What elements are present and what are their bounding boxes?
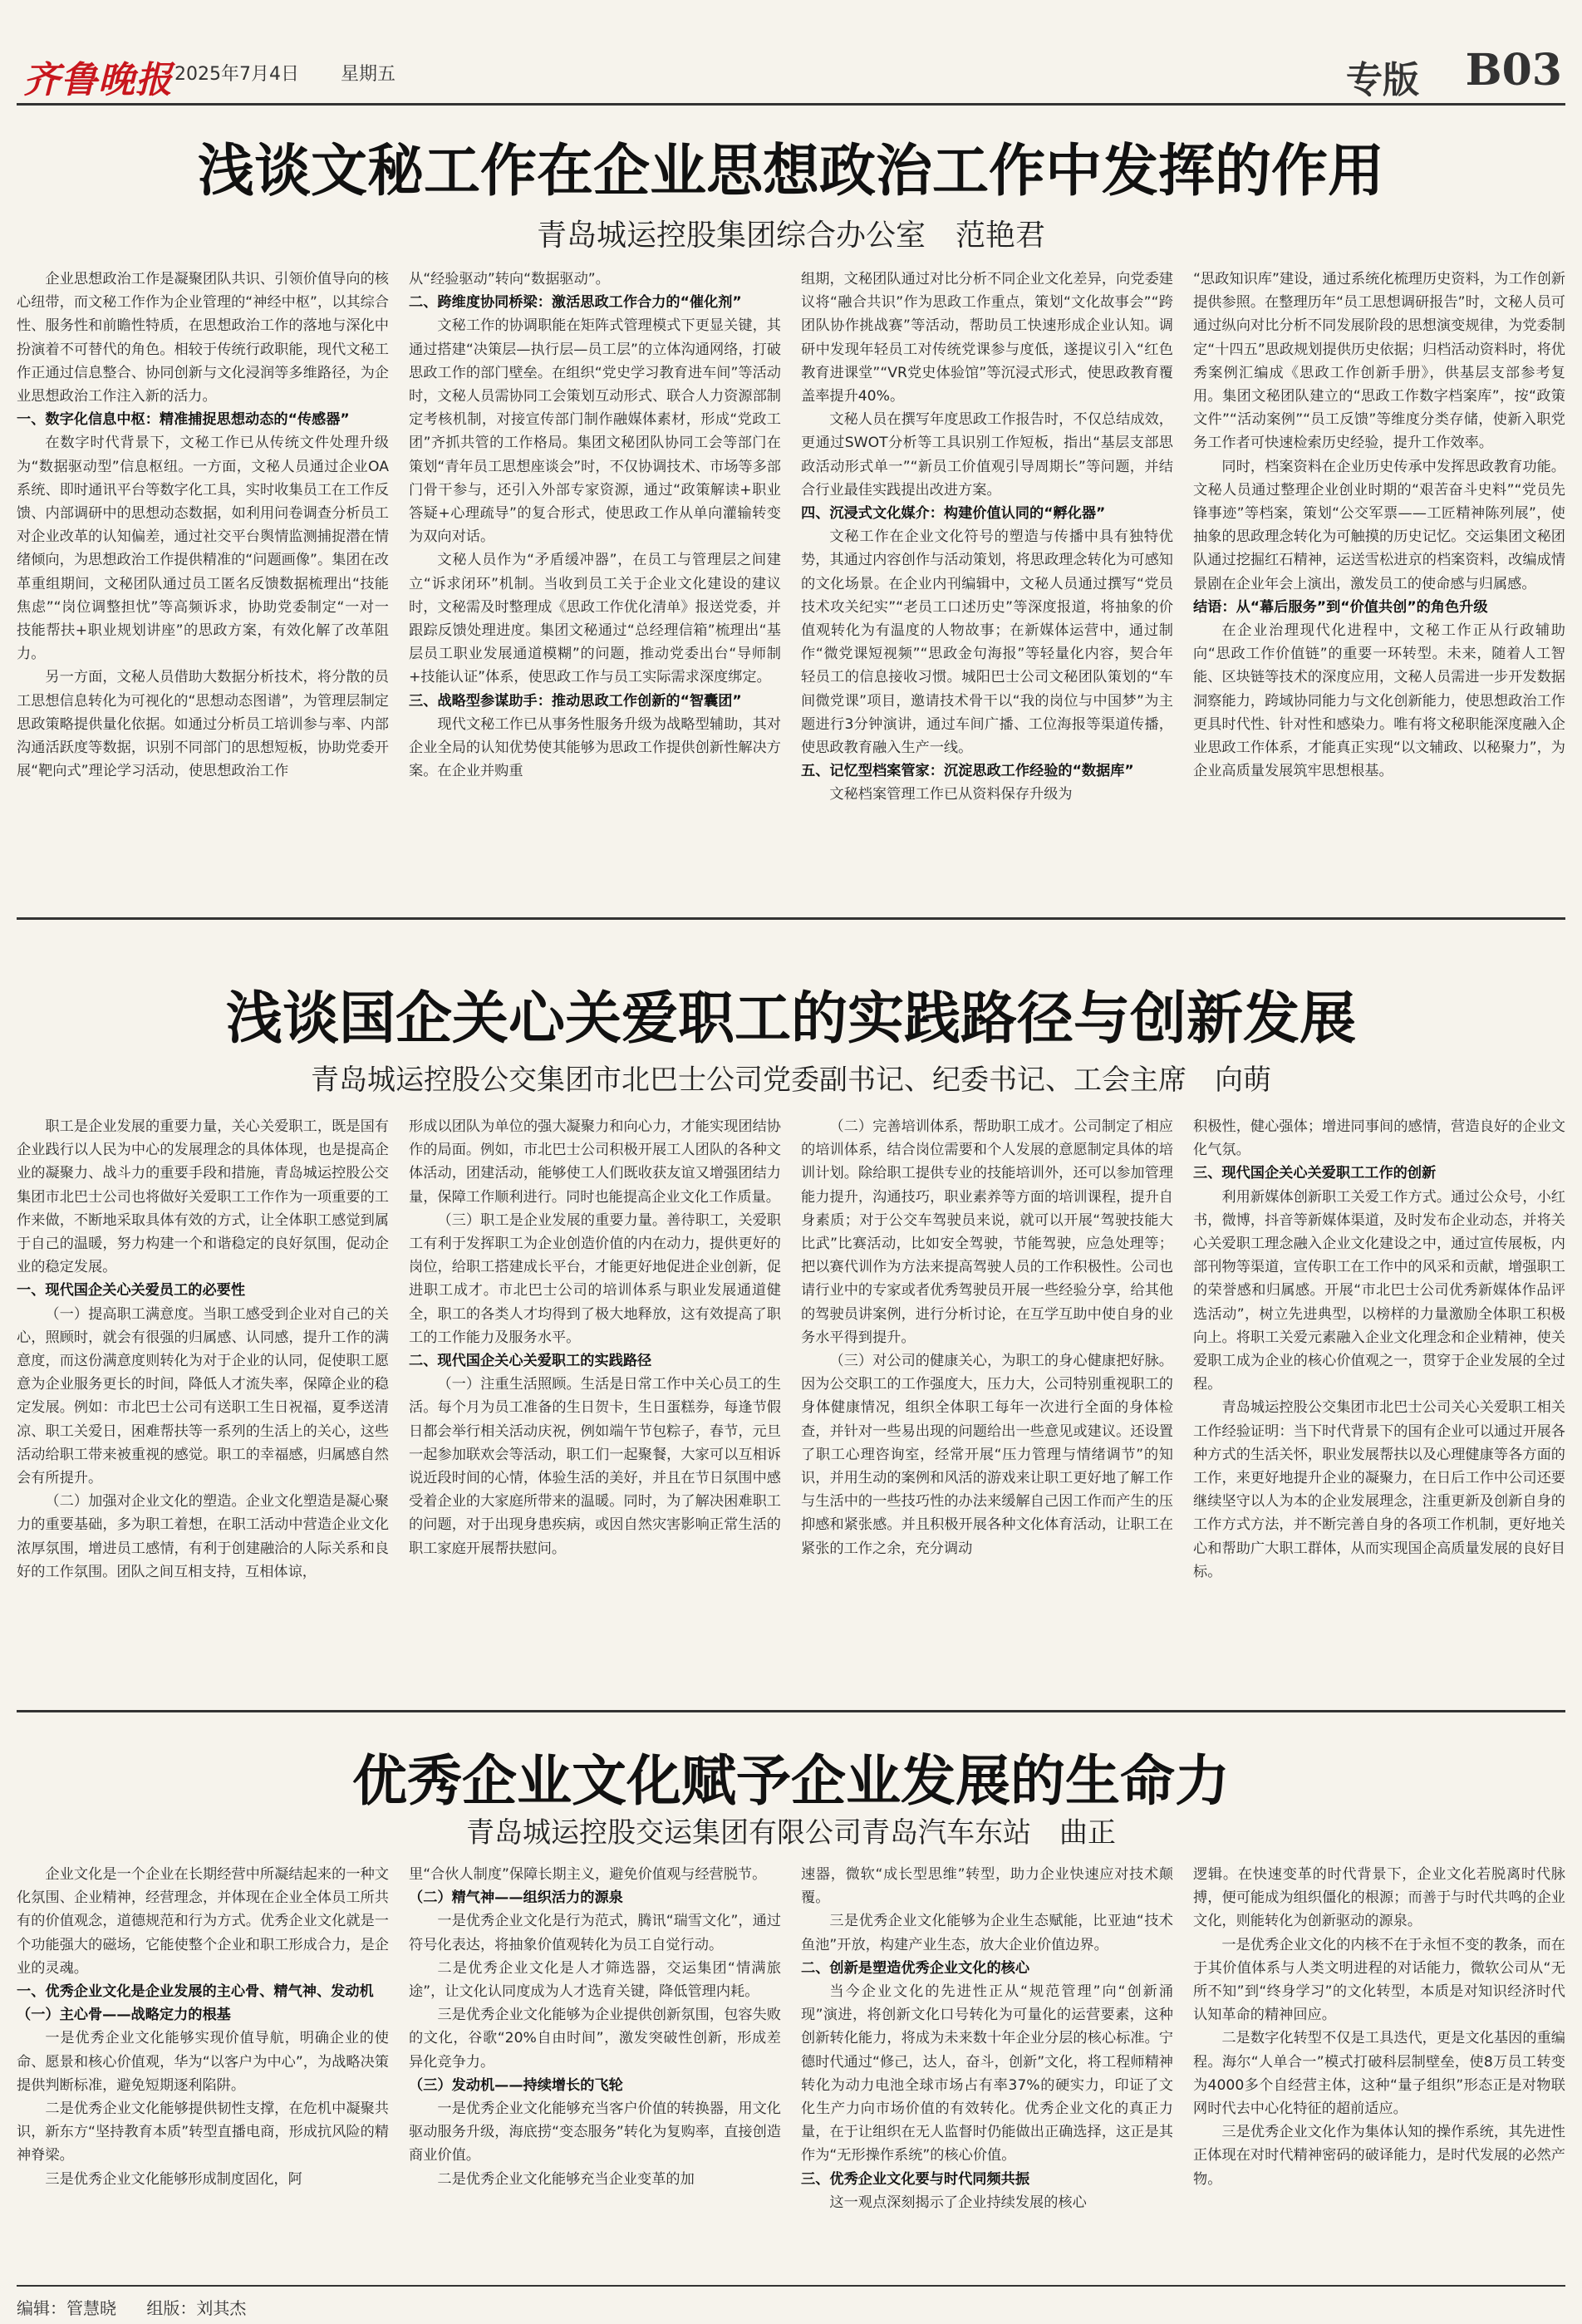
paragraph: 现代文秘工作已从事务性服务升级为战略型辅助，其对企业全局的认知优势使其能够为思政工作提供创新性解决方案。在企业并购重 bbox=[409, 715, 781, 780]
footer bbox=[17, 2295, 271, 2319]
section-heading: （一）主心骨——战略定力的根基 bbox=[17, 2007, 231, 2024]
section-label: 专版 bbox=[1346, 59, 1419, 101]
page-number: B03 bbox=[1465, 45, 1562, 96]
section-heading: 二、现代国企关心关爱职工的实践路径 bbox=[409, 1353, 652, 1370]
paragraph: 二是优秀企业文化能够充当企业变革的加 bbox=[437, 2170, 695, 2188]
paragraph: （一）注重生活照顾。生活是日常工作中关心员工的生活。每个月为员工准备的生日贺卡，生日蛋糕券，每逢节假日都会举行相关活动庆祝，例如端午节包粽子，春节，元旦一起参加联欢会等活动，职工们一起聚餐，大家可以互相诉说近段时间的心情，体验生活的美好，并且在节日氛围中感受着企业的大家庭所带来的温暖。同时，为了解决困难职工的问题，对于出现身患疾病，或因自然灾害影响正常生活的职工家庭开展帮扶慰问。 bbox=[409, 1376, 781, 1557]
article-3-byline: 青岛城运控股交运集团有限公司青岛汽车东站 曲正 bbox=[466, 1816, 1116, 1850]
paragraph: 一是优秀企业文化是行为范式，腾讯“瑞雪文化”，通过符号化表达，将抽象价值观转化为员工自觉行动。 bbox=[409, 1913, 781, 1953]
paragraph: “思政知识库”建设，通过系统化梳理历史资料，为工作创新提供参照。在整理历年“员工思想调研报告”时，文秘人员可通过纵向对比分析不同发展阶段的思想演变规律，为党委制定“十四五”思政规划提供历史依据；归档活动资料时，将优秀案例汇编成《思政工作创新手册》，供基层支部参考复用。集团文秘团队建立的“思政工作数字档案库”，按“政策文件”“活动案例”“员工反馈”等维度分类存储，使新入职党务工作者可快速检索历史经验，提升工作效率。 bbox=[1193, 271, 1565, 452]
paragraph: （二）完善培训体系，帮助职工成才。公司制定了相应的培训体系，结合岗位需要和个人发展的意愿制定具体的培训计划。除给职工提供专业的技能培训外，还可以参加管理能力提升，沟通技巧，职业素养等方面的培训课程，提升自身素质；对于公交车驾驶员来说，就可以开展“驾驶技能大比武”比赛活动，比如安全驾驶，节能驾驶，应急处理等；把以赛代训作为方法来提高驾驶人员的工作积极性。公司也请行业中的专家或者优秀驾驶员开展一些经验分享，给其他的驾驶员讲案例，进行分析讨论，在互学互助中使自身的业务水平得到提升。 bbox=[801, 1118, 1173, 1346]
article-1-column bbox=[409, 268, 781, 907]
designer-credit: 组版：刘其杰 bbox=[146, 2298, 247, 2318]
paragraph: 职工是企业发展的重要力量，关心关爱职工，既是国有企业践行以人民为中心的发展理念的具体体现，也是提高企业的凝聚力、战斗力的重要手段和措施，青岛城运控股公交集团市北巴士公司也将做好关爱职工工作作为一项重要的工作来做，不断地采取具体有效的方式，让全体职工感觉到属于自己的温暖，努力构建一个和谐稳定的良好氛围，促动企业的稳定发展。 bbox=[17, 1118, 389, 1276]
paragraph: 文秘人员作为“矛盾缓冲器”，在员工与管理层之间建立“诉求闭环”机制。当收到员工关于企业文化建设的建议时，文秘需及时整理成《思政工作优化清单》报送党委，并跟踪反馈处理进度。集团文秘通过“总经理信箱”梳理出“基层员工职业发展通道模糊”的问题，推动党委出台“导师制+技能认证”体系，使思政工作与员工实际需求深度绑定。 bbox=[409, 552, 781, 686]
section-heading: （二）精气神——组织活力的源泉 bbox=[409, 1889, 623, 1907]
paragraph: 积极性，健心强体；增进同事间的感情，营造良好的企业文化气氛。 bbox=[1193, 1118, 1565, 1159]
section-heading: （三）发动机——持续增长的飞轮 bbox=[409, 2076, 623, 2094]
section-heading: 一、现代国企关心关爱员工的必要性 bbox=[17, 1282, 246, 1300]
paragraph: 速器，微软“成长型思维”转型，助力企业快速应对技术颠覆。 bbox=[801, 1866, 1173, 1907]
editor-credit: 编辑：管慧晓 bbox=[17, 2298, 116, 2318]
paragraph: 文秘工作的协调职能在矩阵式管理模式下更显关键，其通过搭建“决策层—执行层—员工层”的立体沟通网络，打破思政工作的部门壁垒。在组织“党史学习教育进车间”等活动时，文秘人员需协同工会策划互动形式、联合人力资源部制定考核机制，对接宣传部门制作融媒体素材，形成“党政工团”齐抓共管的工作格局。集团文秘团队协同工会等部门在策划“青年员工思想座谈会”时，不仅协调技术、市场等多部门骨干参与，还引入外部专家资源，通过“政策解读+职业答疑+心理疏导”的复合形式，使思政工作从单向灌输转变为双向对话。 bbox=[409, 317, 781, 546]
article-3-column bbox=[801, 1863, 1173, 2278]
section-heading: 二、创新是塑造优秀企业文化的核心 bbox=[801, 1959, 1030, 1977]
section-heading: 四、沉浸式文化媒介：构建价值认同的“孵化器” bbox=[801, 505, 1106, 523]
masthead bbox=[17, 33, 1565, 103]
header-rule bbox=[17, 103, 1565, 106]
paragraph: （三）职工是企业发展的重要力量。善待职工，关爱职工有利于发挥职工为企业创造价值的内在动力，提供更好的岗位，给职工搭建成长平台，才能更好地促进企业创新，促进职工成才。市北巴士公司的培训体系与职业发展通道健全，职工的各类人才均得到了极大地释放，这有效提高了职工的工作能力及服务水平。 bbox=[409, 1211, 781, 1346]
article-3-body bbox=[17, 1863, 1565, 2278]
article-1-column bbox=[17, 268, 389, 907]
paragraph: 同时，档案资料在企业历史传承中发挥思政教育功能。文秘人员通过整理企业创业时期的“艰苦奋斗史料”“党员先锋事迹”等档案，策划“公交军票——工匠精神陈列展”，使抽象的思政理念转化为可触摸的历史记忆。交运集团文秘团队通过挖掘红石精神，运送雪松进京的档案资料，改编成情景剧在企业年会上演出，激发员工的使命感与归属感。 bbox=[1193, 458, 1565, 592]
paragraph: 青岛城运控股公交集团市北巴士公司关心关爱职工相关工作经验证明：当下时代背景下的国有企业可以通过开展各种方式的生活关怀，职业发展帮扶以及心理健康等各方面的工作，来更好地提升企业的凝聚力，在日后工作中公司还要继续坚守以人为本的企业发展理念，注重更新及创新自身的工作方式方法，并不断完善自身的各项工作机制，更好地关心和帮助广大职工群体，从而实现国企高质量发展的良好目标。 bbox=[1193, 1399, 1565, 1580]
issue-weekday: 星期五 bbox=[341, 64, 396, 85]
paragraph: 文秘工作在企业文化符号的塑造与传播中具有独特优势，其通过内容创作与活动策划，将思政理念转化为可感知的文化场景。在企业内刊编辑中，文秘人员通过撰写“党员技术攻关纪实”“老员工口述历史”等深度报道，将抽象的价值观转化为有温度的人物故事；在新媒体运营中，通过制作“微党课短视频”“思政金句海报”等轻量化内容，契合年轻员工的信息接收习惯。城阳巴士公司文秘团队策划的“车间微党课”项目，邀请技术骨干以“我的岗位与中国梦”为主题进行3分钟演讲，通过车间广播、工位海报等渠道传播，使思政教育融入生产一线。 bbox=[801, 528, 1173, 757]
paragraph: （三）对公司的健康关心，为职工的身心健康把好脉。因为公交职工的工作强度大，压力大，公司特别重视职工的身体健康情况，组织全体职工每年一次进行全面的身体检查，并针对一些易出现的问题给出一些意见或建议。还设置了职工心理咨询室，经常开展“压力管理与情绪调节”的知识，并用生动的案例和风活的游戏来让职工更好地了解工作与生活中的一些技巧性的办法来缓解自己因工作而产生的压抑感和紧张感。并且积极开展各种文化体育活动，让职工在紧张的工作之余，充分调动 bbox=[801, 1353, 1173, 1557]
paragraph: 组期，文秘团队通过对比分析不同企业文化差异，向党委建议将“融合共识”作为思政工作重点，策划“文化故事会”“跨团队协作挑战赛”等活动，帮助员工快速形成企业认知。调研中发现年轻员工对传统党课参与度低，遂提议引入“红色教育进课堂”“VR党史体验馆”等沉浸式形式，使思政教育覆盖率提升40%。 bbox=[801, 271, 1173, 405]
article-2-title: 浅谈国企关心关爱职工的实践路径与创新发展 bbox=[225, 985, 1356, 1052]
paragraph: 文秘档案管理工作已从资料保存升级为 bbox=[829, 786, 1073, 803]
article-divider bbox=[17, 917, 1565, 920]
article-2-body bbox=[17, 1115, 1565, 1755]
article-2-column bbox=[409, 1115, 781, 1755]
article-1-body bbox=[17, 268, 1565, 907]
paragraph: 企业文化是一个企业在长期经营中所凝结起来的一种文化氛围、企业精神，经营理念，并体现在企业全体员工所共有的价值观念，道德规范和行为方式。优秀企业文化就是一个功能强大的磁场，它能使整个企业和职工形成合力，是企业的灵魂。 bbox=[17, 1866, 389, 1977]
paragraph: 在企业治理现代化进程中，文秘工作正从行政辅助向“思政工作价值链”的重要一环转型。未来，随着人工智能、区块链等技术的深度应用，文秘人员需进一步开发数据洞察能力，跨域协同能力与文化创新能力，使思想政治工作更具时代性、针对性和感染力。唯有将文秘职能深度融入企业思政工作体系，才能真正实现“以文辅政、以秘聚力”，为企业高质量发展筑牢思想根基。 bbox=[1193, 622, 1565, 780]
article-2-column bbox=[1193, 1115, 1565, 1755]
footer-rule bbox=[17, 2285, 1565, 2287]
article-2-column bbox=[801, 1115, 1173, 1755]
paragraph: 当今企业文化的先进性正从“规范管理”向“创新涌现”演进，将创新文化口号转化为可量化的运营要素，这种创新转化能力，将成为未来数十年企业分层的核心标准。宁德时代通过“修己，达人，奋斗，创新”文化，将工程师精神转化为动力电池全球市场占有率37%的硬实力，印证了文化生产力向市场价值的有效转化。优秀企业文化的真正力量，在于让组织在无人监督时仍能做出正确选择，这正是其作为“无形操作系统”的核心价值。 bbox=[801, 1983, 1173, 2164]
paragraph: 在数字时代背景下，文秘工作已从传统文件处理升级为“数据驱动型”信息枢纽。一方面，文秘人员通过企业OA系统、即时通讯平台等数字化工具，实时收集员工在工作反馈、内部调研中的思想动态数据，如利用问卷调查分析员工对企业改革的认知偏差，通过社交平台舆情监测捕捉潜在情绪倾向，为思想政治工作提供精准的“问题画像”。集团在改革重组期间，文秘团队通过员工匿名反馈数据梳理出“技能焦虑”“岗位调整担忧”等高频诉求，协助党委制定“一对一技能帮扶+职业规划讲座”的思政方案，有效化解了改革阻力。 bbox=[17, 435, 389, 663]
article-1-column bbox=[1193, 268, 1565, 907]
article-3-title: 优秀企业文化赋予企业发展的生命力 bbox=[352, 1748, 1230, 1813]
paragraph: 二是优秀企业文化是人才筛选器，交运集团“情满旅途”，让文化认同度成为人才选育关键，降低管理内耗。 bbox=[409, 1959, 781, 2001]
paragraph: （一）提高职工满意度。当职工感受到企业对自己的关心，照顾时，就会有很强的归属感、认同感，提升工作的满意度，而这份满意度则转化为对于企业的认同，促使职工愿意为企业服务更长的时间，降低人才流失率，保障企业的稳定发展。例如：市北巴士公司有送职工生日祝福，夏季送清凉、职工关爱日，困难帮扶等一系列的生活上的关心，这些活动给职工带来被重视的感觉。职工的幸福感，归属感自然会有所提升。 bbox=[17, 1305, 389, 1487]
article-3-column bbox=[1193, 1863, 1565, 2278]
article-divider bbox=[17, 1710, 1565, 1712]
section-heading: 二、跨维度协同桥梁：激活思政工作合力的“催化剂” bbox=[409, 294, 742, 312]
section-heading: 三、战略型参谋助手：推动思政工作创新的“智囊团” bbox=[409, 692, 742, 710]
section-heading: 结语：从“幕后服务”到“价值共创”的角色升级 bbox=[1193, 598, 1488, 616]
article-2-byline: 青岛城运控股公交集团市北巴士公司党委副书记、纪委书记、工会主席 向萌 bbox=[311, 1064, 1271, 1097]
paragraph: 企业思想政治工作是凝聚团队共识、引领价值导向的核心纽带，而文秘工作作为企业管理的“神经中枢”，以其综合性、服务性和前瞻性特质，在思想政治工作的落地与深化中扮演着不可替代的角色。相较于传统行政职能，现代文秘工作正通过信息整合、协同创新与文化浸润等多维路径，为企业思想政治工作注入新的活力。 bbox=[17, 271, 389, 405]
article-1-byline: 青岛城运控股集团综合办公室 范艳君 bbox=[536, 219, 1045, 253]
section-heading: 三、优秀企业文化要与时代同频共振 bbox=[801, 2170, 1030, 2188]
issue-date: 2025年7月4日 bbox=[174, 64, 299, 85]
article-3-column bbox=[409, 1863, 781, 2278]
section-heading: 三、现代国企关心关爱职工工作的创新 bbox=[1193, 1165, 1437, 1182]
article-2-column bbox=[17, 1115, 389, 1755]
paragraph: 三是优秀企业文化能够为企业提供创新氛围，包容失败的文化，谷歌“20%自由时间”，激发突破性创新，形成差异化竞争力。 bbox=[409, 2007, 781, 2071]
paragraph: 三是优秀企业文化能够形成制度固化，阿 bbox=[45, 2170, 302, 2188]
paragraph: 一是优秀企业文化的内核不在于永恒不变的教条，而在于其价值体系与人类文明进程的对话能力，微软公司从“无所不知”到“终身学习”的文化转型，本质是对知识经济时代认知革命的精神回应。 bbox=[1193, 1936, 1565, 2024]
article-3-column bbox=[17, 1863, 389, 2278]
article-1-column bbox=[801, 268, 1173, 907]
article-1-title: 浅谈文秘工作在企业思想政治工作中发挥的作用 bbox=[197, 138, 1384, 204]
paragraph: 逻辑。在快速变革的时代背景下，企业文化若脱离时代脉搏，便可能成为组织僵化的根源；而善于与时代共鸣的企业文化，则能转化为创新驱动的源泉。 bbox=[1193, 1866, 1565, 1930]
paragraph: 另一方面，文秘人员借助大数据分析技术，将分散的员工思想信息转化为可视化的“思想动态图谱”，为管理层制定思政策略提供量化依据。如通过分析员工培训参与率、内部沟通活跃度等数据，识别不同部门的思想短板，协助党委开展“靶向式”理论学习活动，使思想政治工作 bbox=[17, 669, 389, 780]
paragraph: 里“合伙人制度”保障长期主义，避免价值观与经营脱节。 bbox=[409, 1866, 767, 1883]
section-heading: 五、记忆型档案管家：沉淀思政工作经验的“数据库” bbox=[801, 763, 1134, 780]
paragraph: （二）加强对企业文化的塑造。企业文化塑造是凝心聚力的重要基础，多为职工着想，在职工活动中营造企业文化浓厚氛围，增进员工感情，有利于创建融洽的人际关系和良好的工作氛围。团队之间互相支持，互相体谅， bbox=[17, 1493, 389, 1580]
paragraph: 二是数字化转型不仅是工具迭代，更是文化基因的重编程。海尔“人单合一”模式打破科层制壁垒，使8万员工转变为4000多个自经营主体，这种“量子组织”形态正是对物联网时代去中心化特征的超前适应。 bbox=[1193, 2030, 1565, 2118]
paragraph: 三是优秀企业文化能够为企业生态赋能，比亚迪“技术鱼池”开放，构建产业生态，放大企业价值边界。 bbox=[801, 1913, 1173, 1953]
newspaper-logo: 齐鲁晚报 bbox=[23, 59, 173, 101]
paragraph: 文秘人员在撰写年度思政工作报告时，不仅总结成效，更通过SWOT分析等工具识别工作短板，指出“基层支部思政活动形式单一”“新员工价值观引导周期长”等问题，并结合行业最佳实践提出改进方案。 bbox=[801, 411, 1173, 499]
section-heading: 一、数字化信息中枢：精准捕捉思想动态的“传感器” bbox=[17, 411, 350, 429]
paragraph: 利用新媒体创新职工关爱工作方式。通过公众号，小红书，微博，抖音等新媒体渠道，及时发布企业动态，并将关心关爱职工理念融入企业文化建设之中，通过宣传展板，内部刊物等渠道，宣传职工在工作中的风采和贡献，增强职工的荣誉感和归属感。开展“市北巴士公司优秀新媒体作品评选活动”，树立先进典型，以榜样的力量激励全体职工积极向上。将职工关爱元素融入企业文化理念和企业精神，使关爱职工成为企业的核心价值观之一，贯穿于企业发展的全过程。 bbox=[1193, 1188, 1565, 1393]
paragraph: 形成以团队为单位的强大凝聚力和向心力，才能实现团结协作的局面。例如，市北巴士公司积极开展工人团队的各种文体活动，团建活动，能够使工人们既收获友谊又增强团结力量，保障工作顺利进行。同时也能提高企业文化工作质量。 bbox=[409, 1118, 781, 1206]
paragraph: 从“经验驱动”转向“数据驱动”。 bbox=[409, 271, 610, 287]
paragraph: 这一观点深刻揭示了企业持续发展的核心 bbox=[829, 2194, 1087, 2211]
paragraph: 一是优秀企业文化能够实现价值导航，明确企业的使命、愿景和核心价值观，华为“以客户为中心”，为战略决策提供判断标准，避免短期逐利陷阱。 bbox=[17, 2030, 389, 2094]
section-heading: 一、优秀企业文化是企业发展的主心骨、精气神、发动机 bbox=[17, 1983, 374, 2001]
paragraph: 三是优秀企业文化作为集体认知的操作系统，其先进性正体现在对时代精神密码的破译能力，是时代发展的必然产物。 bbox=[1193, 2124, 1565, 2188]
paragraph: 二是优秀企业文化能够提供韧性支撑，在危机中凝聚共识，新东方“坚持教育本质”转型直播电商，形成抗风险的精神脊梁。 bbox=[17, 2100, 389, 2164]
paragraph: 一是优秀企业文化能够充当客户价值的转换器，用文化驱动服务升级，海底捞“变态服务”转化为复购率，直接创造商业价值。 bbox=[409, 2100, 781, 2164]
